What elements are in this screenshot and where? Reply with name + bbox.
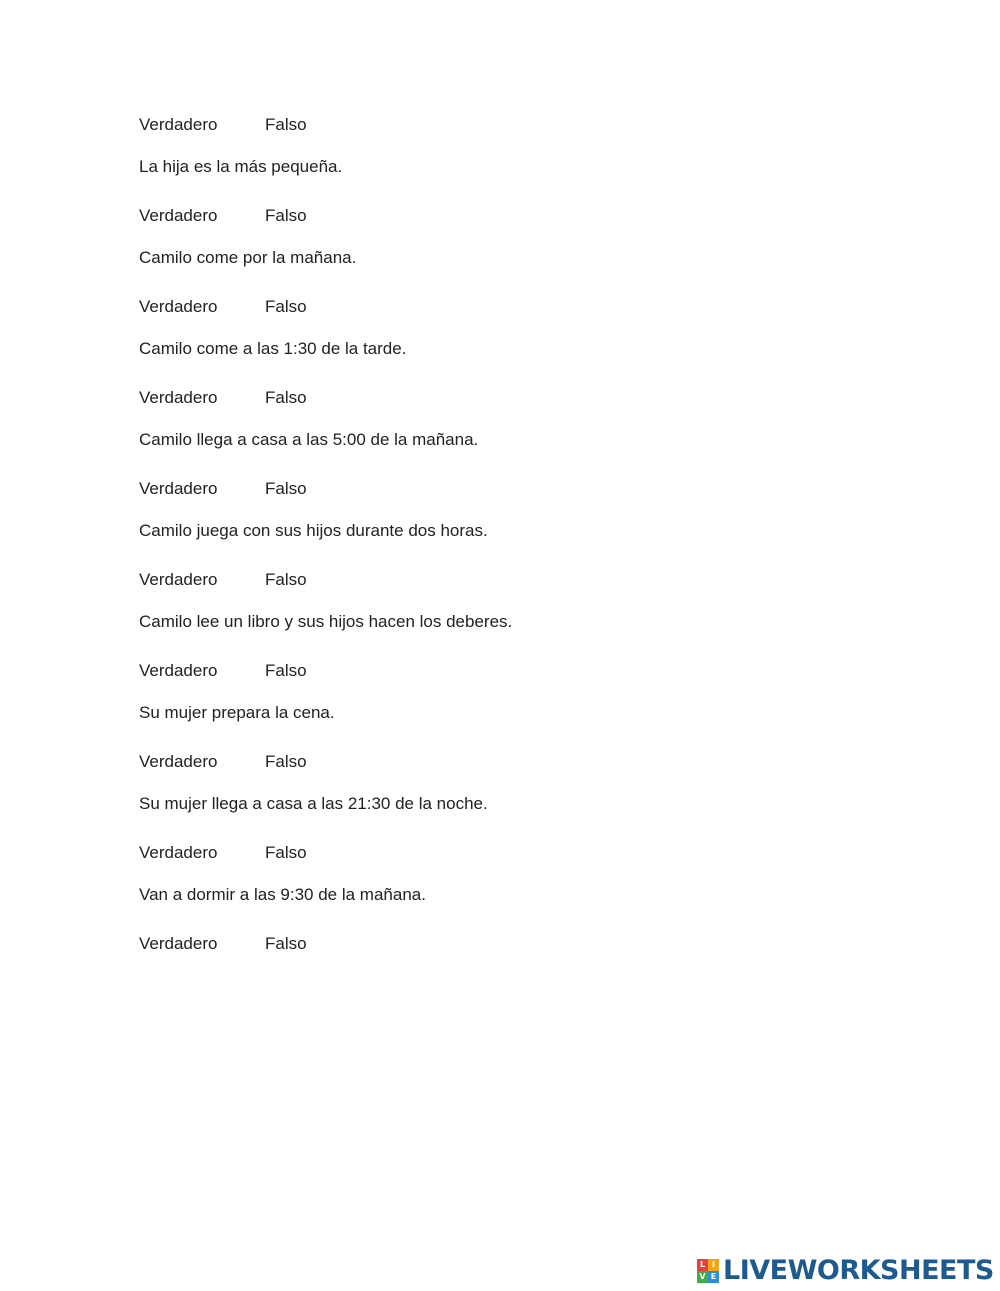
option-verdadero[interactable]: Verdadero xyxy=(139,843,218,862)
worksheet xyxy=(139,114,899,975)
badge-letter: V xyxy=(697,1271,708,1283)
option-verdadero[interactable]: Verdadero xyxy=(139,297,218,316)
answer-row xyxy=(139,114,899,136)
answer-row xyxy=(139,751,899,773)
statement: Camilo llega a casa a las 5:00 de la mañana. xyxy=(139,430,479,449)
answer-row xyxy=(139,660,899,682)
option-falso[interactable]: Falso xyxy=(265,206,307,225)
answer-row xyxy=(139,478,899,500)
option-falso[interactable]: Falso xyxy=(265,661,307,680)
statement: Van a dormir a las 9:30 de la mañana. xyxy=(139,885,426,904)
answer-row xyxy=(139,296,899,318)
badge-letter: L xyxy=(697,1259,708,1271)
statement: Su mujer llega a casa a las 21:30 de la noche. xyxy=(139,794,488,813)
statement: Camilo juega con sus hijos durante dos horas. xyxy=(139,521,488,540)
statement: Camilo lee un libro y sus hijos hacen los deberes. xyxy=(139,612,513,631)
statement: Camilo come a las 1:30 de la tarde. xyxy=(139,339,407,358)
answer-row xyxy=(139,387,899,409)
answer-row xyxy=(139,842,899,864)
option-verdadero[interactable]: Verdadero xyxy=(139,388,218,407)
option-falso[interactable]: Falso xyxy=(265,934,307,953)
statement: La hija es la más pequeña. xyxy=(139,157,343,176)
option-verdadero[interactable]: Verdadero xyxy=(139,479,218,498)
badge-letter: E xyxy=(708,1271,719,1283)
logo-text: LIVEWORKSHEETS xyxy=(723,1255,994,1286)
option-verdadero[interactable]: Verdadero xyxy=(139,570,218,589)
option-falso[interactable]: Falso xyxy=(265,388,307,407)
option-verdadero[interactable]: Verdadero xyxy=(139,752,218,771)
live-badge-icon xyxy=(697,1259,719,1283)
option-falso[interactable]: Falso xyxy=(265,752,307,771)
option-falso[interactable]: Falso xyxy=(265,479,307,498)
option-falso[interactable]: Falso xyxy=(265,843,307,862)
option-verdadero[interactable]: Verdadero xyxy=(139,661,218,680)
liveworksheets-logo xyxy=(697,1257,994,1285)
badge-letter: I xyxy=(708,1259,719,1271)
answer-row xyxy=(139,569,899,591)
option-verdadero[interactable]: Verdadero xyxy=(139,934,218,953)
option-falso[interactable]: Falso xyxy=(265,115,307,134)
option-verdadero[interactable]: Verdadero xyxy=(139,115,218,134)
answer-row xyxy=(139,933,899,955)
option-falso[interactable]: Falso xyxy=(265,570,307,589)
statement: Su mujer prepara la cena. xyxy=(139,703,335,722)
option-verdadero[interactable]: Verdadero xyxy=(139,206,218,225)
option-falso[interactable]: Falso xyxy=(265,297,307,316)
answer-row xyxy=(139,205,899,227)
statement: Camilo come por la mañana. xyxy=(139,248,357,267)
